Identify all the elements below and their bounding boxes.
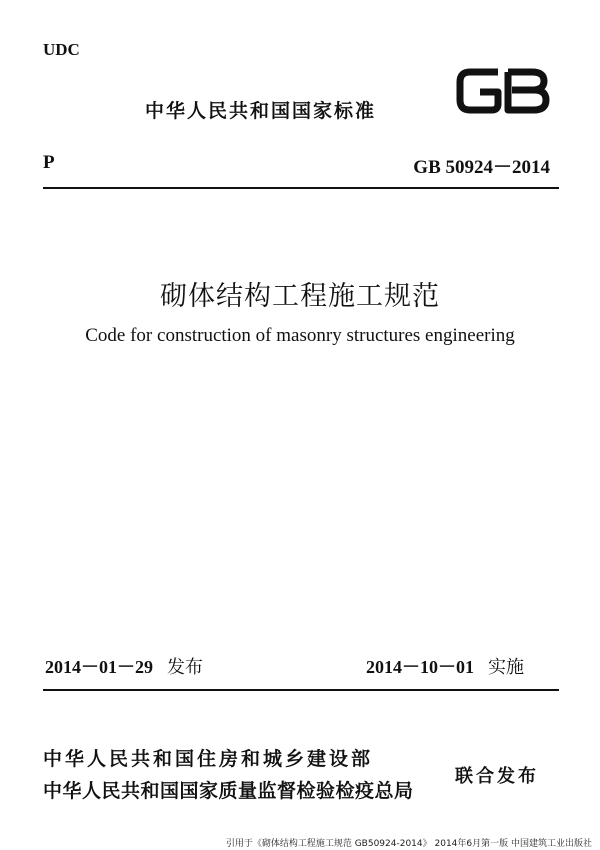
implement-label: 实施	[488, 657, 524, 678]
citation-footer: 引用于《砌体结构工程施工规范 GB50924-2014》 2014年6月第一版 中国建筑工业出版社	[225, 839, 592, 849]
udc-label: UDC	[43, 40, 80, 59]
title-chinese: 砌体结构工程施工规范	[160, 281, 440, 312]
date-divider	[43, 689, 559, 691]
publish-date: 2014－01－29	[45, 657, 153, 677]
standard-code: GB 50924－2014	[413, 157, 550, 178]
publish-label: 发布	[167, 657, 203, 678]
implement-date: 2014－10－01	[366, 657, 474, 677]
header-divider	[43, 187, 559, 189]
title-english: Code for construction of masonry structures engineering	[85, 325, 515, 346]
publish-date-line	[45, 653, 203, 679]
classification-letter: P	[43, 152, 55, 173]
joint-issue-label: 联合发布	[455, 766, 539, 787]
issuer-line-1: 中华人民共和国住房和城乡建设部	[43, 748, 374, 770]
issuer-line-2: 中华人民共和国国家质量监督检验检疫总局	[43, 780, 414, 802]
standard-type-heading: 中华人民共和国国家标准	[145, 100, 377, 122]
gb-logo-text: GB	[452, 62, 454, 63]
gb-logo	[452, 62, 552, 120]
implement-date-line	[366, 653, 524, 679]
